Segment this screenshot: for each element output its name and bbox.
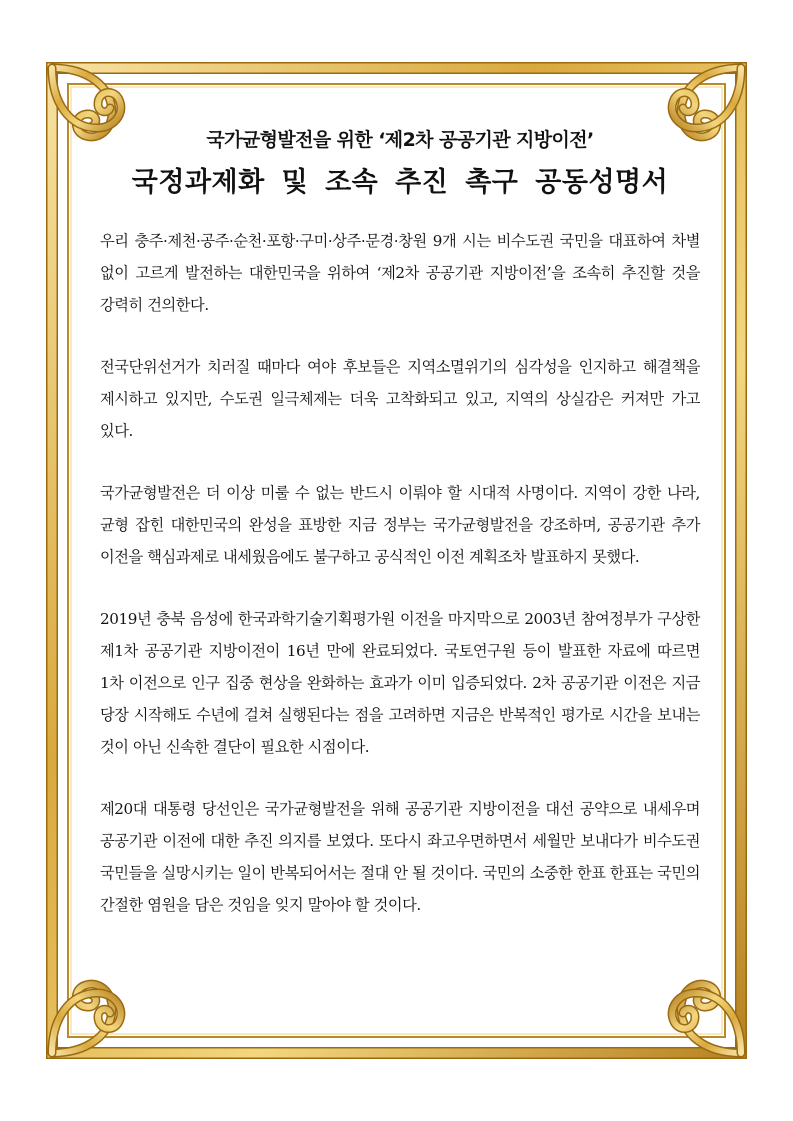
document-subtitle: 국가균형발전을 위한 ‘제2차 공공기관 지방이전’ xyxy=(206,129,594,151)
paragraph-4: 2019년 충북 음성에 한국과학기술기획평가원 이전을 마지막으로 2003년 참여정부가 구상한 제1차 공공기관 지방이전이 16년 만에 완료되었다. 국토연구원 등이 발표한 자료에 따르면 1차 이전으로 인구 집중 현상을 완화하는 효과가 이미 입증되었다. 2차 공공기관 이전은 지금 당장 시작해도 수년에 걸쳐 실행된다는 점을 고려하면 지금은 반복적인 평가로 시간을 보내는 것이 아닌 신속한 결단이 필요한 시점이다. xyxy=(100,610,700,756)
document-body xyxy=(100,225,700,921)
paragraph-1: 우리 충주·제천·공주·순천·포항·구미·상주·문경·창원 9개 시는 비수도권 국민을 대표하여 차별 없이 고르게 발전하는 대한민국을 위하여 ‘제2차 공공기관 지방이전’을 조속히 추진할 것을 강력히 건의한다. xyxy=(100,232,700,314)
paragraph-3: 국가균형발전은 더 이상 미룰 수 없는 반드시 이뤄야 할 시대적 사명이다. 지역이 강한 나라, 균형 잡힌 대한민국의 완성을 표방한 지금 정부는 국가균형발전을 강조하며, 공공기관 추가 이전을 핵심과제로 내세웠음에도 불구하고 공식적인 이전 계획조차 발표하지 못했다. xyxy=(100,484,700,566)
statement-document xyxy=(100,125,700,951)
corner-ornament-bottom-right xyxy=(672,984,741,1053)
paragraph-2: 전국단위선거가 치러질 때마다 여야 후보들은 지역소멸위기의 심각성을 인지하고 해결책을 제시하고 있지만, 수도권 일극체제는 더욱 고착화되고 있고, 지역의 상실감은 커져만 가고 있다. xyxy=(100,358,700,440)
corner-ornament-bottom-left xyxy=(52,984,121,1053)
paragraph-5: 제20대 대통령 당선인은 국가균형발전을 위해 공공기관 지방이전을 대선 공약으로 내세우며 공공기관 이전에 대한 추진 의지를 보였다. 또다시 좌고우면하면서 세월만 보내다가 비수도권 국민들을 실망시키는 일이 반복되어서는 절대 안 될 것이다. 국민의 소중한 한표 한표는 국민의 간절한 염원을 담은 것임을 잊지 말아야 할 것이다. xyxy=(100,800,700,914)
document-title: 국정과제화 및 조속 추진 촉구 공동성명서 xyxy=(131,167,669,198)
